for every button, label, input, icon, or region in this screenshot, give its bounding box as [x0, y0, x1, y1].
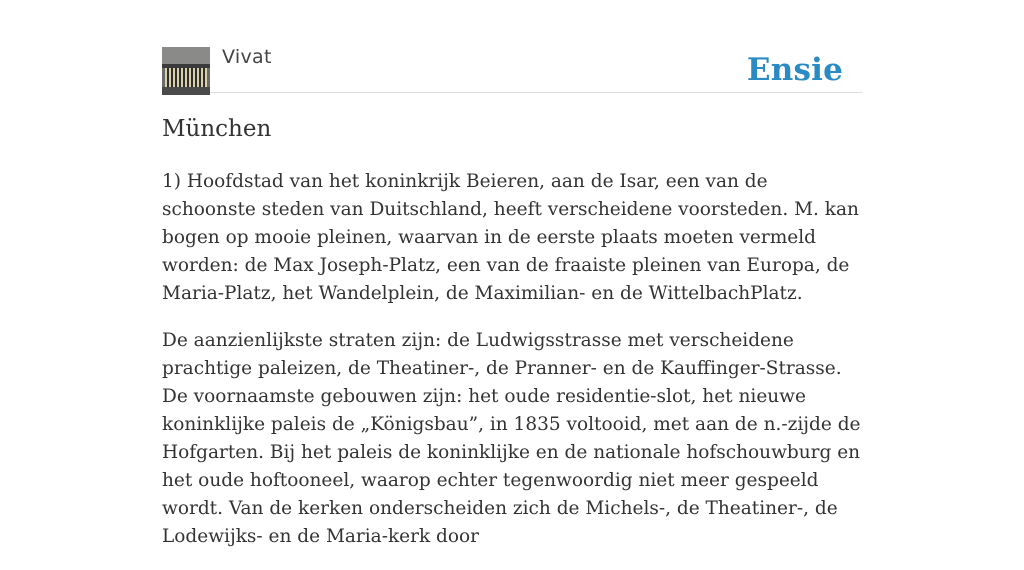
page-header — [162, 0, 862, 93]
article-title: München — [162, 116, 272, 142]
author-avatar[interactable] — [162, 47, 210, 95]
article-paragraph: De aanzienlijkste straten zijn: de Ludwigsstrasse met verscheidene prachtige paleizen, de Theatiner-, de Pranner- en de Kauffinger-Strasse. De voornaamste gebouwen zijn: het oude residentie-slot, het nieuwe koninklijke paleis de „Königsbau”, in 1835 voltooid, met aan de n.-zijde de Hofgarten. Bij het paleis de koninklijke en de nationale hofschouwburg en het oude hoftooneel, waarop echter tegenwoordig niet meer gespeeld wordt. Van de kerken onderscheiden zich de Michels-, de Theatiner-, de Lodewijks- en de Maria-kerk door — [162, 330, 861, 547]
page-container — [162, 0, 862, 547]
avatar-image — [162, 47, 210, 95]
brand-logo-link[interactable]: Ensie — [746, 52, 843, 88]
article-body — [162, 168, 862, 570]
article-paragraph: 1) Hoofdstad van het koninkrijk Beieren, aan de Isar, een van de schoonste steden van Duitschland, heeft verscheidene voorsteden. M. kan bogen op mooie pleinen, waarvan in de eerste plaats moeten vermeld worden: de Max Joseph-Platz, een van de fraaiste pleinen van Europa, de Maria-Platz, het Wandelplein, de Maximilian- en de WittelbachPlatz. — [162, 171, 859, 304]
author-name[interactable]: Vivat — [222, 46, 272, 68]
